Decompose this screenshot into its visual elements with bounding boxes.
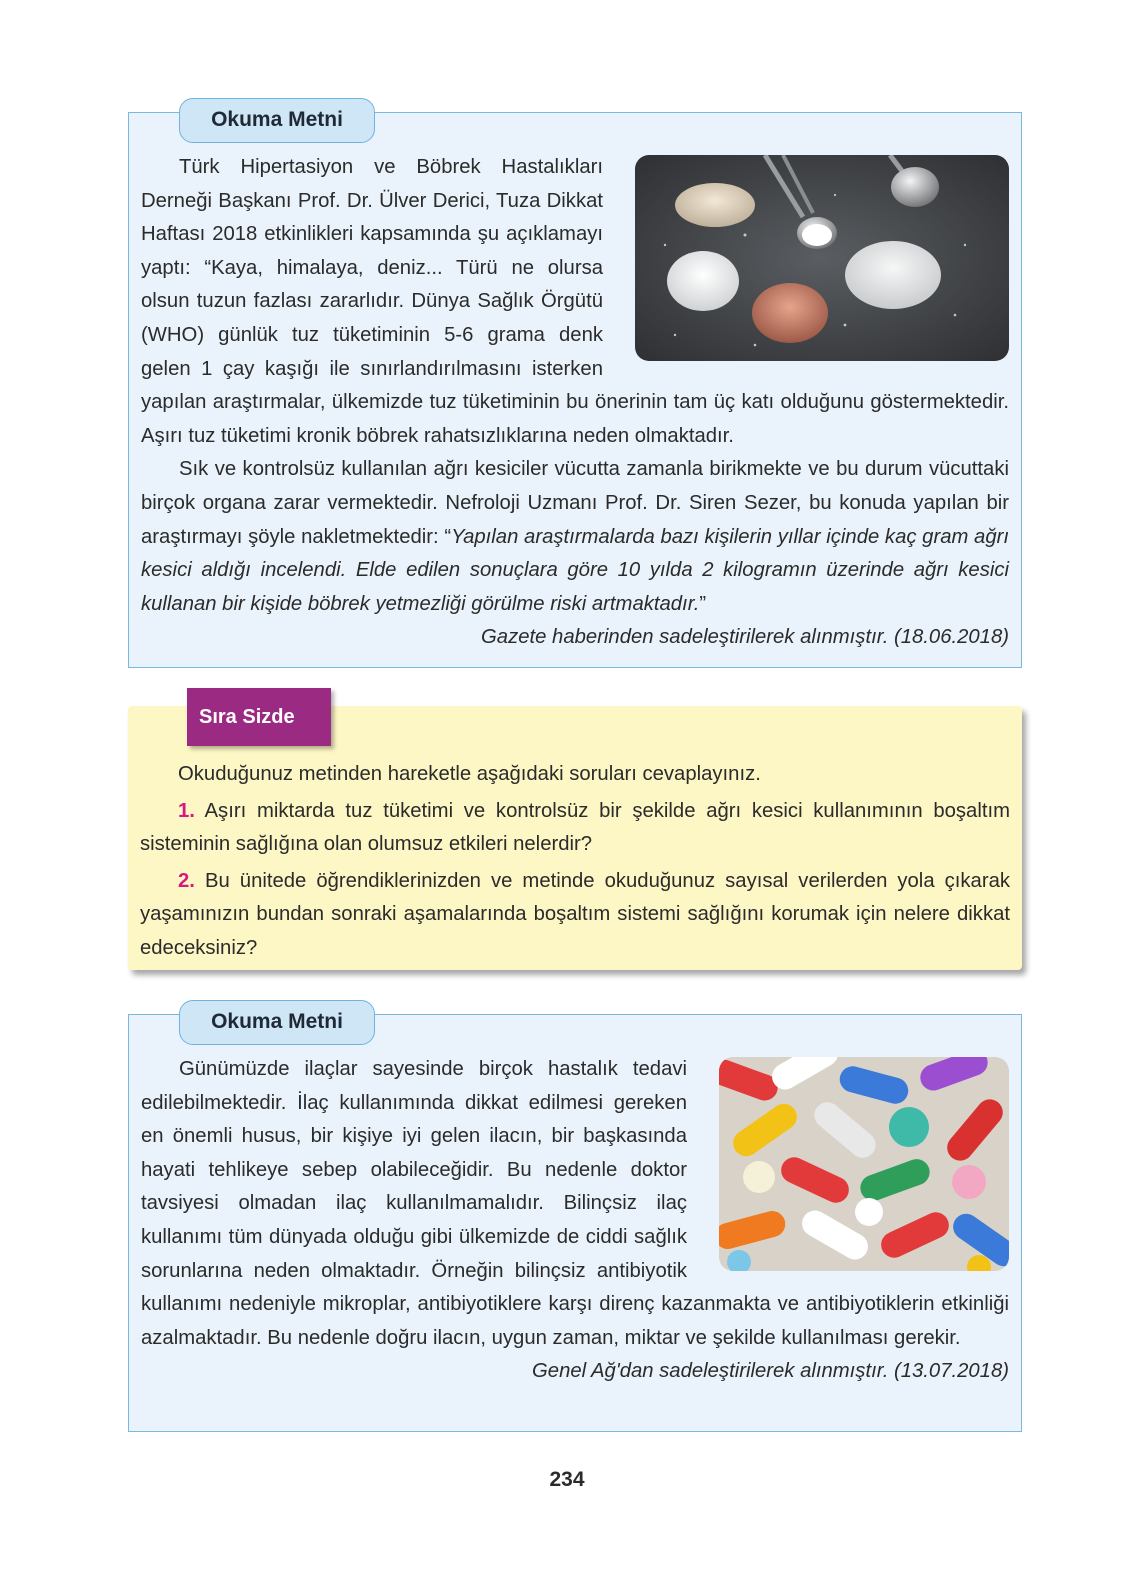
pills-image — [719, 1057, 1009, 1271]
salt-spoons-image — [635, 155, 1009, 361]
reading-paragraph: Türk Hipertasiyon ve Böbrek Hastalıkları Derneği Başkanı Prof. Dr. Ülver Derici, Tuza Dikkat Haftası 2018 etkinlikleri kapsamında şu açıklamayı yaptı: “Kaya, himalaya, deniz... Türü ne olursa olsun tuzun fazlası zararlıdır. Dünya Sağlık Örgütü (WHO) günlük tuz tüketiminin 5-6 grama denk gelen 1 çay kaşığı ile sınırlandırılmasını isterken yapılan araştırmalar, ülkemizde tuz tüketiminin bu önerinin tam üç katı olduğunu göstermektedir. Aşırı tuz tüketimi kronik böbrek rahatsızlıklarına neden olmaktadır. — [141, 156, 1009, 447]
question-number: 2. — [178, 869, 195, 892]
page-number: 234 — [549, 1468, 585, 1491]
question-number: 1. — [178, 799, 195, 822]
quote-text: Yapılan araştırmalarda bazı kişilerin yıllar içinde kaç gram ağrı kesici aldığı incelendi. Elde edilen sonuçlara göre 10 yılda 2 kilogramın üzerinde ağrı kesici kullanan bir kişide böbrek yetmezliği görülme riski artmaktadır. — [141, 525, 1009, 615]
question-item — [140, 865, 1010, 966]
source-citation: Gazete haberinden sadeleştirilerek alınmıştır. (18.06.2018) — [481, 626, 1009, 649]
reading-box-medicine — [128, 1010, 1022, 1432]
reading-paragraph-2 — [141, 453, 1009, 621]
reading-text — [141, 151, 1009, 655]
sira-sizde-box — [128, 706, 1022, 970]
questions-intro: Okuduğunuz metinden hareketle aşağıdaki soruları cevaplayınız. — [178, 763, 761, 785]
question-item — [140, 795, 1010, 862]
source-citation: Genel Ağ'dan sadeleştirilerek alınmıştır. (13.07.2018) — [532, 1360, 1009, 1383]
reading-tab-label: Okuma Metni — [179, 98, 375, 143]
reading-box-salt — [128, 108, 1022, 668]
reading-text — [141, 1053, 1009, 1389]
questions-text — [140, 758, 1010, 969]
reading-tab-label: Okuma Metni — [179, 1000, 375, 1045]
question-text: Bu ünitede öğrendiklerinizden ve metinde okuduğunuz sayısal verilerden yola çıkarak yaşamınızın bundan sonraki aşamalarında boşaltım sistemi sağlığını korumak için nelere dikkat edeceksiniz? — [140, 869, 1010, 959]
reading-paragraph: Günümüzde ilaçlar sayesinde birçok hastalık tedavi edilebilmektedir. İlaç kullanımında dikkat edilmesi gereken en önemli husus, bir kişiye iyi gelen ilacın, bir başkasında hayati tehlikeye sebep olabileceğidir. Bu nedenle doktor tavsiyesi olmadan ilaç kullanılmamalıdır. Bilinçsiz ilaç kullanımı tüm dünyada olduğu gibi ülkemizde de ciddi sağlık sorunlarına neden olmaktadır. Örneğin bilinçsiz antibiyotik kullanımı nedeniyle mikroplar, antibiyotiklere karşı direnç kazanmakta ve antibiyotiklerin etkinliği azalmaktadır. Bu nedenle doğru ilacın, uygun zaman, miktar ve şekilde kullanılması gerekir. — [141, 1058, 1009, 1349]
question-text: Aşırı miktarda tuz tüketimi ve kontrolsüz bir şekilde ağrı kesici kullanımının boşaltım sisteminin sağlığına olan olumsuz etkileri nelerdir? — [140, 799, 1011, 856]
sira-sizde-tab: Sıra Sizde — [187, 688, 331, 746]
paragraph-text: Sık ve kontrolsüz kullanılan ağrı kesiciler vücutta zamanla birikmekte ve bu durum vücuttaki birçok organa zarar vermektedir. Nefroloji Uzmanı Prof. Dr. Siren Sezer, bu konuda yapılan bir araştırmayı şöyle nakletmektedir: “ — [141, 458, 1009, 548]
quote-close: ” — [699, 592, 707, 615]
